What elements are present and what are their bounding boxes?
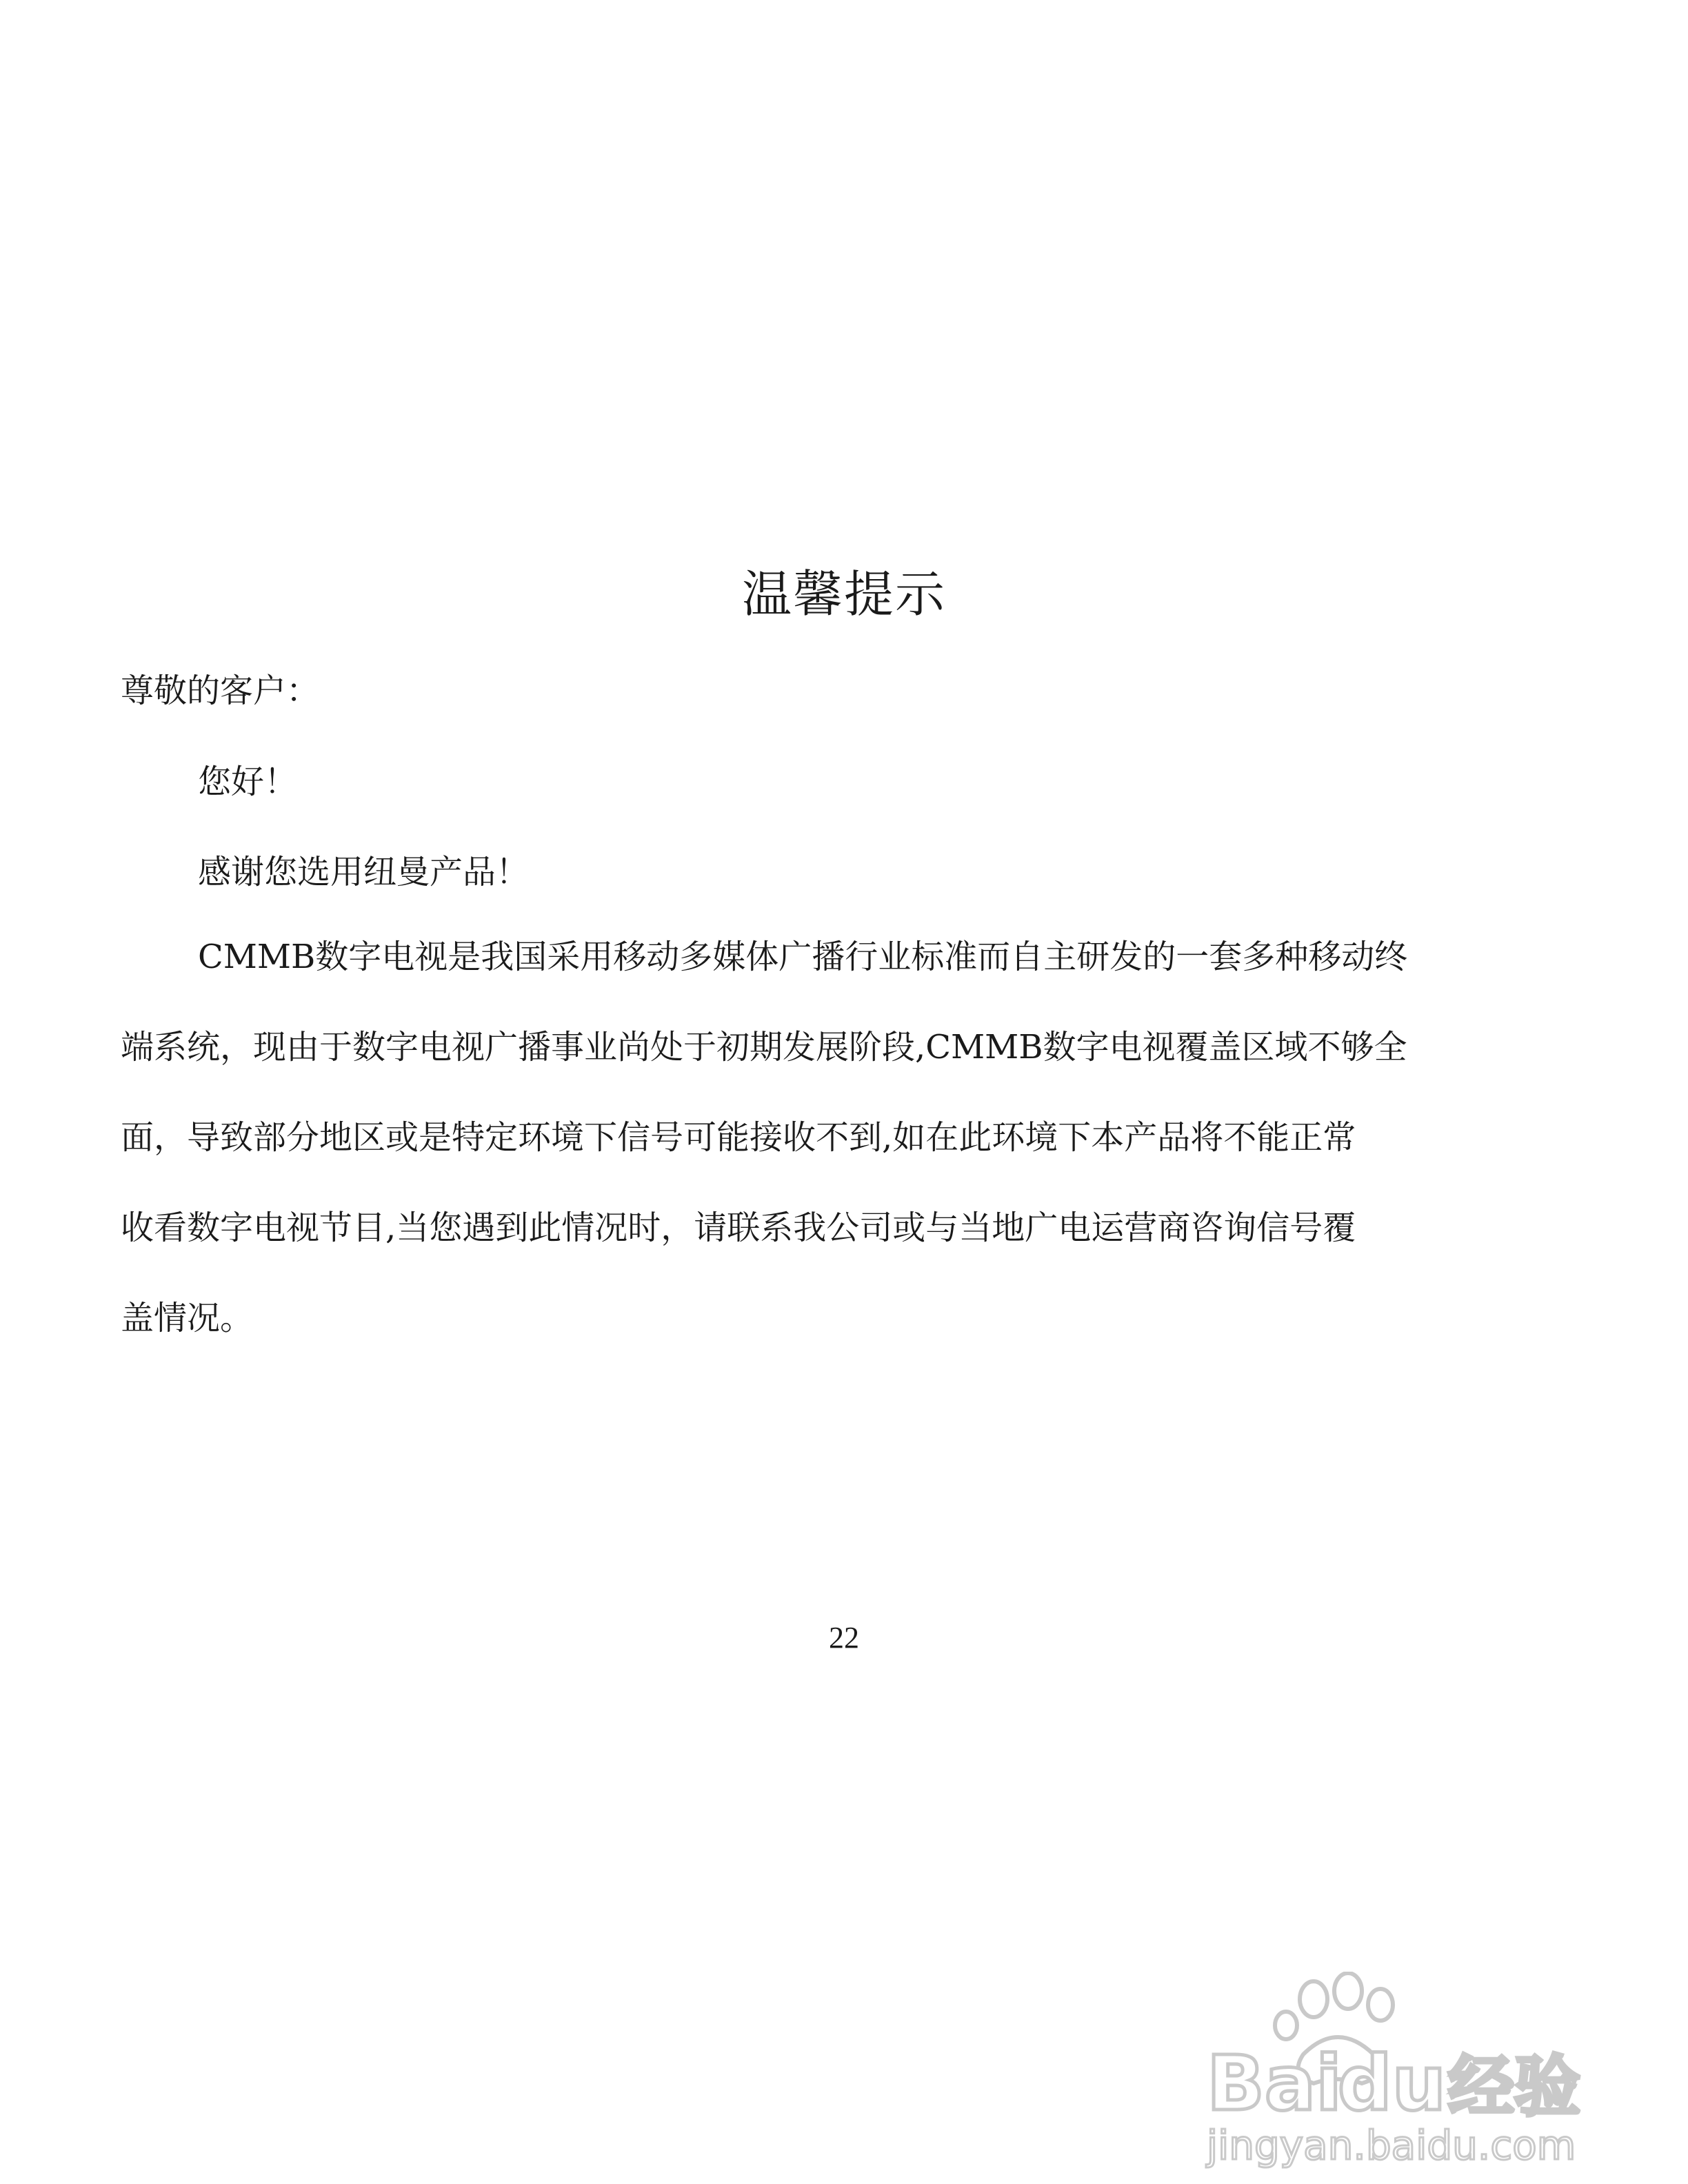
salutation: 尊敬的客户：	[121, 671, 320, 710]
body-line: CMMB数字电视是我国采用移动多媒体广播行业标准而自主研发的一套多种移动终	[198, 938, 1408, 976]
page-title: 温馨提示	[741, 565, 946, 623]
body-line: 面，导致部分地区或是特定环境下信号可能接收不到,如在此环境下本产品将不能正常	[121, 1118, 1356, 1157]
hello-line: 您好！	[198, 762, 298, 801]
body-line: 收看数字电视节目,当您遇到此情况时，请联系我公司或与当地广电运营商咨询信号覆	[121, 1209, 1356, 1247]
page-number: 22	[829, 1621, 859, 1655]
thanks-line: 感谢您选用纽曼产品！	[198, 853, 530, 891]
svg-text:jingyan.baidu.com: jingyan.baidu.com	[1207, 2122, 1576, 2169]
body-line: 端系统，现由于数字电视广播事业尚处于初期发展阶段,CMMB数字电视覆盖区域不够全	[121, 1028, 1407, 1066]
svg-text:du: du	[1338, 2039, 1447, 2127]
body-paragraph	[121, 940, 1569, 1392]
svg-text:Bai: Bai	[1207, 2039, 1342, 2127]
baidu-jingyan-watermark	[1193, 1972, 1607, 2172]
svg-text:经验: 经验	[1448, 2048, 1580, 2125]
body-line: 盖情况。	[121, 1299, 254, 1337]
